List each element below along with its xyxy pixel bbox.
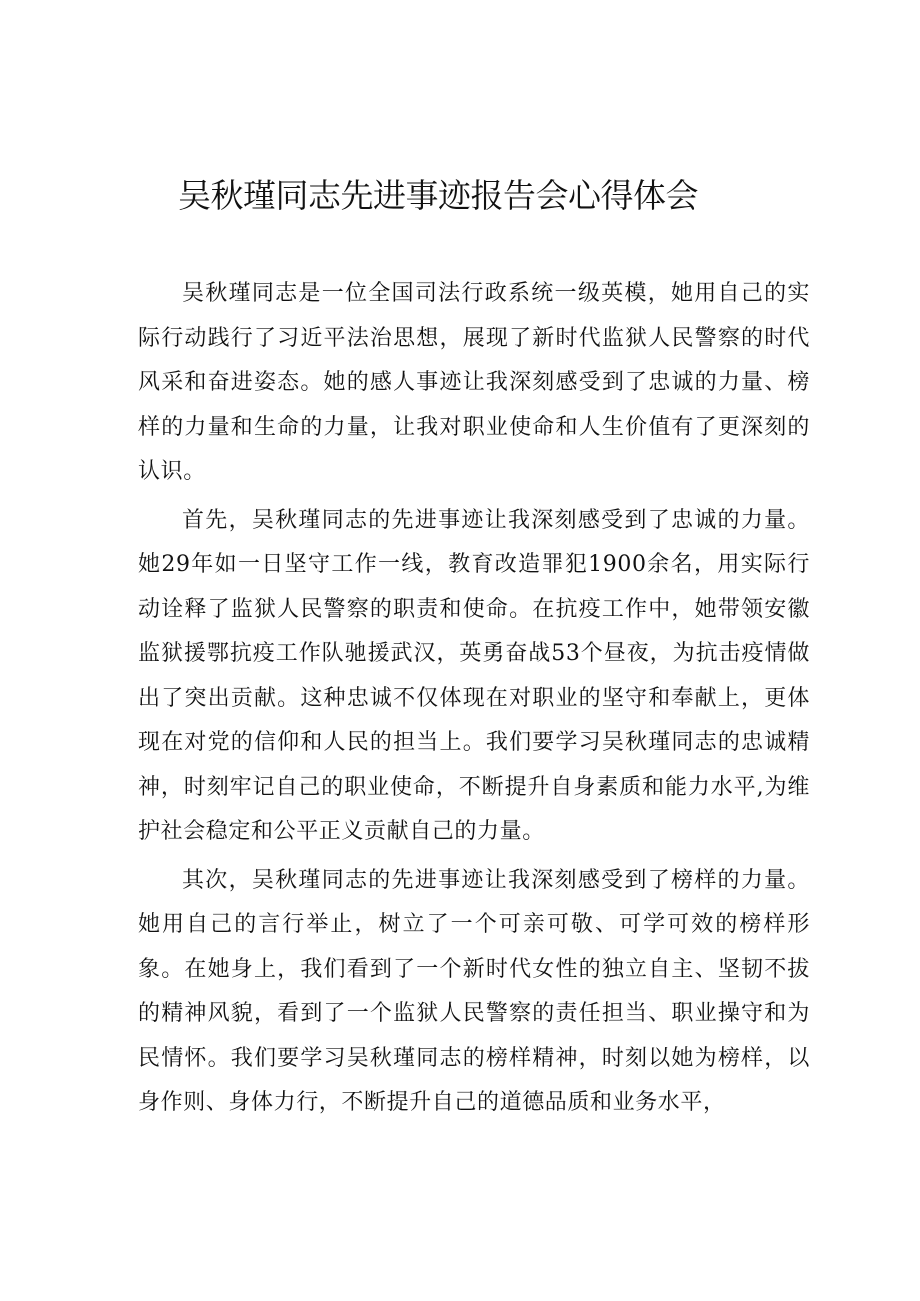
paragraph-intro: 吴秋瑾同志是一位全国司法行政系统一级英模，她用自己的实际行动践行了习近平法治思想，展现了新时代监狱人民警察的时代风采和奋进姿态。她的感人事迹让我深刻感受到了忠诚的力量、榜样的力量和生命的力量，让我对职业使命和人生价值有了更深刻的认识。 — [138, 281, 810, 484]
paragraph-role-model: 其次，吴秋瑾同志的先进事迹让我深刻感受到了榜样的力量。她用自己的言行举止，树立了一个可亲可敬、可学可效的榜样形象。在她身上，我们看到了一个新时代女性的独立自主、坚韧不拔的精神风貌，看到了一个监狱人民警察的责任担当、职业操守和为民情怀。我们要学习吴秋瑾同志的榜样精神，时刻以她为榜样，以身作则、身体力行，不断提升自己的道德品质和业务水平， — [138, 867, 810, 1115]
paragraph-loyalty: 首先，吴秋瑾同志的先进事迹让我深刻感受到了忠诚的力量。她29年如一日坚守工作一线，教育改造罪犯1900余名，用实际行动诠释了监狱人民警察的职责和使命。在抗疫工作中，她带领安徽监狱援鄂抗疫工作队驰援武汉，英勇奋战53个昼夜，为抗击疫情做出了突出贡献。这种忠诚不仅体现在对职业的坚守和奉献上，更体现在对党的信仰和人民的担当上。我们要学习吴秋瑾同志的忠诚精神，时刻牢记自己的职业使命，不断提升自身素质和能力水平,为维护社会稳定和公平正义贡献自己的力量。 — [138, 507, 810, 844]
document-body — [138, 272, 810, 1130]
page-title: 吴秋瑾同志先进事迹报告会心得体会 — [178, 176, 698, 215]
